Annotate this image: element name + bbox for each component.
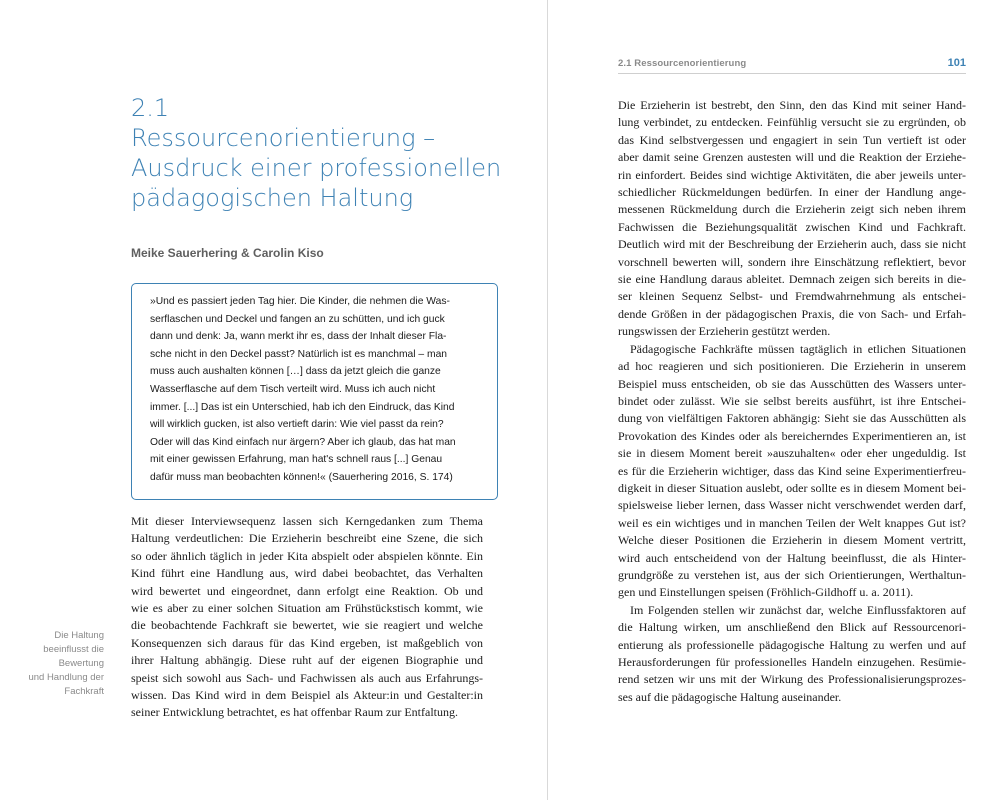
margin-note-line: Fachkraft [64, 686, 104, 697]
text-line: Wasserflasche auf dem Tisch verteilt wird. Muss ich auch nicht [150, 383, 436, 395]
text-line: serflaschen und Deckel und fangen an zu schütten, und ich guck [150, 313, 445, 325]
text-line: Mit dieser Interviewsequenz lassen sich Kerngedanken zum Thema [131, 514, 483, 528]
text-line: so oder ähnlich täglich in jeder Kita abspielt oder abspielen könnte. Ein [131, 548, 483, 563]
text-line: muss auch aushalten können […] dass da jetzt gleich die ganze [150, 366, 441, 378]
chapter-title-line: Ausdruck einer professionellen [131, 154, 502, 182]
text-line: gen und Einstellungen speisen (Fröhlich-Gildhoff u. a. 2011). [618, 585, 914, 600]
text-line: sie in diesem Moment bereit »auszuhalten« oder eher ungeduldig. Ist [618, 446, 966, 461]
text-line: dann und denk: Ja, wann merkt ihr es, dass der Inhalt dieser Fla- [150, 331, 447, 343]
running-header [618, 57, 966, 74]
text-line: entierung als professionelle pädagogische Haltung zu werfen und auf [618, 637, 966, 652]
margin-note-line: Die Haltung [54, 630, 104, 641]
right-page [548, 0, 1000, 800]
chapter-number: 2.1 [131, 94, 170, 122]
text-line: dung von vielfältigen Faktoren abhängig: Sieht sie das Ausschütten als [618, 411, 966, 426]
margin-note-line: Bewertung [58, 658, 104, 669]
text-line: lung verbindet, zu entdecken. Feinfühlig versucht sie zu ergründen, ob [618, 115, 966, 130]
text-line: die beobachtende Fachkraft sie bewertet, wie sie reagiert und welche [131, 618, 483, 633]
text-line: weil es ein wichtiges und in manchen Teilen der Welt knappes Gut ist? [618, 515, 966, 530]
text-line: rend setzen wir uns mit der Wirkung des Professionalisierungsprozes- [618, 672, 966, 687]
text-line: Welche dieser Positionen die Erzieherin in diesem Moment vertritt, [618, 533, 966, 548]
text-line: dende Größen in der pädagogischen Praxis, die von Sach- und Erfah- [618, 306, 966, 321]
text-line: Oder will das Kind einfach nur ärgern? Aber ich glaub, das hat man [150, 436, 456, 448]
text-line: Kind führt eine Handlung aus, wird dabei beobachtet, das Verhalten [131, 566, 483, 581]
text-line: sche nicht in den Deckel passt? Natürlich ist es manchmal – man [150, 348, 448, 360]
text-line: wissen. Das Kind wird in dem Beispiel als Akteur:in und Gestalter:in [131, 688, 483, 703]
text-line: das Kind selbstvergessen und engagiert in sein Tun vertieft ist oder [618, 132, 966, 147]
text-line: schiedlicher Rückmeldungen bedürfen. In einer der Handlung ange- [618, 185, 966, 200]
text-line: Beispiel muss entscheiden, ob sie das Ausschütten des Wassers unter- [618, 376, 966, 391]
text-line: dafür muss man beobachten können!« (Sauerhering 2016, S. 174) [150, 471, 453, 483]
text-line: immer. [...] Das ist ein Unterschied, hab ich den Eindruck, das Kind [150, 401, 455, 413]
text-line: aber damit seine Grenzen austesten will und die Reaktion der Erziehe- [618, 150, 966, 165]
text-line: Pädagogische Fachkräfte müssen tagtäglich in etlichen Situationen [630, 341, 966, 356]
text-line: wird auch entscheidend von der Haltung beeinflusst, die als Hinter- [618, 550, 966, 565]
text-line: Deutlich wird mit der Beschreibung der Erzieherin auch, dass sie nicht [618, 237, 966, 252]
text-line: es für die Erzieherin wichtiger, dass das Kind seine Experimentierfreu- [618, 463, 966, 478]
text-line: Herausforderungen für professionelles Handeln einzugehen. Resümie- [618, 655, 966, 669]
paragraph [618, 341, 966, 602]
text-line: Haltung verdeutlichen: Die Erzieherin beschreibt eine Szene, die sich [131, 531, 483, 546]
margin-note [28, 629, 104, 699]
paragraph [618, 602, 966, 706]
text-line: messenen Rückmeldung durch die Erzieherin zeigt sich neben ihrem [618, 202, 966, 217]
page-number: 101 [947, 57, 966, 69]
text-line: will wirklich gucken, ist also vertieft darin: Wie viel passt da rein? [150, 419, 444, 431]
text-line: speist sich sowohl aus Sach- und Fachwissen als auch aus Erfahrungs- [131, 670, 483, 685]
text-line: Konsequenzen sich daraus für das Kind ergeben, ist maßgeblich von [131, 635, 483, 650]
text-line: die Haltung wirken, um anschließend den Blick auf Ressourcenori- [618, 620, 966, 635]
margin-note-line: beeinflusst die [43, 644, 104, 655]
text-line: ser kleinen Sequenz Selbst- und Fremdwahrnehmung als entschei- [618, 289, 966, 304]
text-line: »Und es passiert jeden Tag hier. Die Kinder, die nehmen die Was- [150, 296, 450, 307]
text-line: ihrer Haltung abhängig. Diese ruht auf der eigenen Biographie und [131, 653, 483, 668]
chapter-title-line: Ressourcenorientierung – [131, 124, 436, 152]
text-line: digkeit in dieser Situation auslebt, oder sollte es in diesem Moment bei- [618, 480, 966, 495]
text-line: rungswissen der Erzieherin gestützt werden. [618, 324, 831, 339]
text-line: Fachwissen die Beziehungsqualität zwischen Kind und Fachkraft. [618, 219, 966, 234]
text-line: Provokation des Kindes oder als bereicherndes Experimentieren an, ist [618, 428, 966, 443]
running-title: 2.1 Ressourcenorientierung [618, 58, 747, 69]
text-line: wie es aber zu einer solchen Situation am Frühstückstisch kommt, wie [131, 601, 483, 616]
text-line: sie eine Handlung daraus ableitet. Demnach zeigen sich bereits in die- [618, 272, 966, 287]
chapter-heading [131, 93, 511, 213]
right-body-text [618, 97, 966, 706]
text-line: Die Erzieherin ist bestrebt, den Sinn, den das Kind mit seiner Hand- [618, 98, 966, 112]
margin-note-line: und Handlung der [28, 672, 104, 683]
text-line: seiner Entwicklung betrachtet, es hat offenbar Raum zur Entfaltung. [131, 705, 458, 720]
text-line: Im Folgenden stellen wir zunächst dar, welche Einflussfaktoren auf [630, 602, 966, 617]
text-line: ses auf die pädagogische Haltung auseinander. [618, 689, 842, 704]
paragraph [618, 97, 966, 341]
text-line: vorschnell bewerten will, sondern ihre Einschätzung reflektiert, bevor [618, 254, 966, 269]
text-line: mit einer gewissen Erfahrung, man hat's schnell raus [...] Genau [150, 454, 443, 466]
interview-quote-box [131, 283, 498, 500]
authors: Meike Sauerhering & Carolin Kiso [131, 246, 324, 260]
text-line: grundgröße zu verstehen ist, aus der sich Orientierungen, Werthaltun- [618, 567, 966, 582]
text-line: ad hoc reagieren und sich positionieren. Die Erzieherin in unserem [618, 359, 966, 374]
text-line: rin einfordert. Beides sind wichtige Aktivitäten, die aber jeweils unter- [618, 167, 966, 182]
text-line: bindet oder zulässt. Wie sie selbst bereits ausführt, ist ihre Entschei- [618, 393, 966, 408]
chapter-title-line: pädagogischen Haltung [131, 184, 414, 212]
text-line: wird bewertet und eingeordnet, dann erfolgt eine Reaktion. Ob und [131, 583, 483, 598]
text-line: spielsweise lieber lernen, dass Wasser nicht verschwendet werden darf, [618, 498, 966, 513]
left-body-text [131, 513, 483, 722]
